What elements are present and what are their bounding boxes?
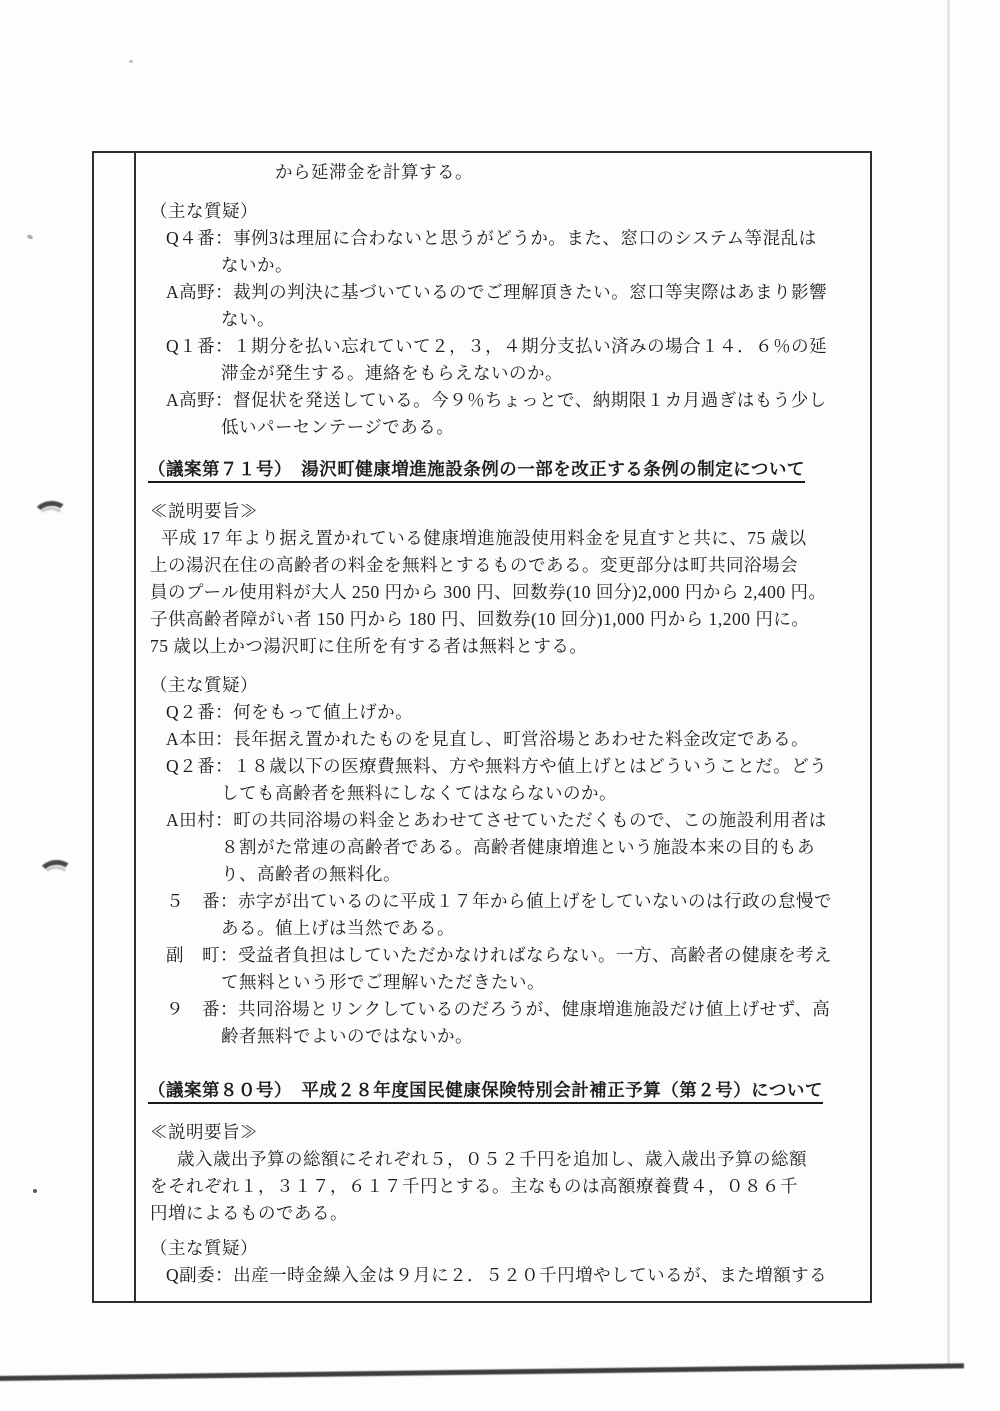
speaker-label: Q４番： (166, 228, 234, 248)
qa-line-continuation: ８割がた常連の高齢者である。高齢者健康増進という施設本来の目的もあ (221, 837, 815, 857)
speaker-label: Q副委： (166, 1265, 234, 1285)
speaker-label: 副 町： (166, 945, 238, 965)
qa-line-continuation: ない。 (221, 309, 275, 329)
punch-hole-top (33, 501, 69, 529)
scan-speck (33, 1189, 37, 1193)
qa-text: 共同浴場とリンクしているのだろうが、健康増進施設だけ値上げせず、高 (238, 999, 831, 1019)
speaker-label: ９ 番： (166, 999, 238, 1019)
summary-line: 員のプール使用料が大人 250 円から 300 円、回数券(10 回分)2,000 円から 2,400 円。 (150, 582, 827, 602)
summary-line: 75 歳以上かつ湯沢町に住所を有する者は無料とする。 (150, 636, 588, 656)
qa-section-header: （主な質疑） (150, 675, 258, 695)
scan-speck (26, 234, 33, 240)
qa-text: 受益者負担はしていただかなければならない。一方、高齢者の健康を考え (238, 945, 832, 965)
bill71-heading: （議案第７１号） 湯沢町健康増進施設条例の一部を改正する条例の制定について (148, 459, 805, 483)
summary-header: ≪説明要旨≫ (150, 1122, 258, 1142)
page-bottom-scan-edge (0, 1363, 964, 1380)
qa-line-continuation: 低いパーセンテージである。 (221, 417, 455, 437)
qa-section-header: （主な質疑） (150, 1238, 258, 1258)
qa-text: 事例3は理屈に合わないと思うがどうか。また、窓口のシステム等混乱は (233, 228, 817, 248)
speaker-label: Q１番： (166, 336, 234, 356)
summary-line: をそれぞれ１，３１７，６１７千円とする。主なものは高額療養費４，０８６千 (150, 1176, 798, 1196)
qa-line-continuation: り、高齢者の無料化。 (221, 864, 401, 884)
qa-line (166, 1262, 870, 1289)
speaker-label: Q２番： (166, 756, 234, 776)
qa-line (166, 942, 870, 969)
document-content (136, 153, 870, 1301)
left-margin-column (94, 153, 136, 1301)
summary-line: 平成 17 年より据え置かれている健康増進施設使用料金を見直すと共に、75 歳以 (161, 528, 807, 548)
qa-line (166, 807, 870, 834)
qa-line (166, 387, 870, 414)
qa-line (166, 888, 870, 915)
summary-header: ≪説明要旨≫ (150, 501, 258, 521)
speaker-label: Q２番： (166, 702, 234, 722)
speaker-label: ５ 番： (166, 891, 238, 911)
qa-text: 長年据え置かれたものを見直し、町営浴場とあわせた料金改定である。 (233, 729, 810, 749)
speaker-label: A高野： (166, 282, 234, 302)
qa-line-continuation: ある。値上げは当然である。 (221, 918, 455, 938)
qa-text: １８歳以下の医療費無料、方や無料方や値上げとはどういうことだ。どう (233, 756, 828, 776)
qa-text: 出産一時金繰入金は９月に２．５２０千円増やしているが、また増額する (233, 1265, 828, 1285)
qa-line (166, 279, 870, 306)
punch-hole-bottom (38, 860, 74, 888)
qa-text: 裁判の判決に基づいているのでご理解頂きたい。窓口等実際はあまり影響 (233, 282, 828, 302)
qa-line (166, 753, 870, 780)
qa-line (166, 333, 870, 360)
qa-text: 督促状を発送している。今９％ちょっとで、納期限１カ月過ぎはもう少し (233, 390, 827, 410)
scan-speck (129, 60, 133, 63)
bill71-heading-row (148, 455, 870, 486)
speaker-label: A高野： (166, 390, 234, 410)
qa-text: 町の共同浴場の料金とあわせてさせていただくもので、この施設利用者は (233, 810, 827, 830)
paper-edge-shadow (947, 0, 950, 1365)
summary-line: 子供高齢者障がい者 150 円から 180 円、回数券(10 回分)1,000 円から 1,200 円に。 (150, 609, 810, 629)
qa-line-continuation: 齢者無料でよいのではないか。 (221, 1026, 473, 1046)
qa-text: 赤字が出ているのに平成１７年から値上げをしていないのは行政の怠慢で (238, 891, 832, 911)
qa-line (166, 996, 870, 1023)
qa-line-continuation: ないか。 (221, 255, 293, 275)
qa-section-header: （主な質疑） (150, 201, 258, 221)
qa-text: １期分を払い忘れていて２，３，４期分支払い済みの場合１４．６％の延 (233, 336, 828, 356)
qa-line-continuation: 滞金が発生する。連絡をもらえないのか。 (221, 363, 563, 383)
carryover-line: から延滞金を計算する。 (275, 162, 473, 182)
bill80-heading-row (148, 1076, 870, 1107)
speaker-label: A田村： (166, 810, 234, 830)
summary-line: 上の湯沢在住の高齢者の料金を無料とするものである。変更部分は町共同浴場会 (150, 555, 798, 575)
qa-line (166, 225, 870, 252)
qa-line (166, 699, 870, 726)
document-border-box (92, 151, 872, 1303)
bill80-heading: （議案第８０号） 平成２８年度国民健康保険特別会計補正予算（第２号）について (148, 1080, 823, 1104)
summary-line: 歳入歳出予算の総額にそれぞれ５，０５２千円を追加し、歳入歳出予算の総額 (177, 1149, 807, 1169)
qa-line-continuation: て無料という形でご理解いただきたい。 (221, 972, 545, 992)
qa-line-continuation: しても高齢者を無料にしなくてはならないのか。 (221, 783, 617, 803)
qa-line (166, 726, 870, 753)
summary-line: 円増によるものである。 (150, 1203, 348, 1223)
qa-text: 何をもって値上げか。 (233, 702, 414, 722)
speaker-label: A本田： (166, 729, 234, 749)
